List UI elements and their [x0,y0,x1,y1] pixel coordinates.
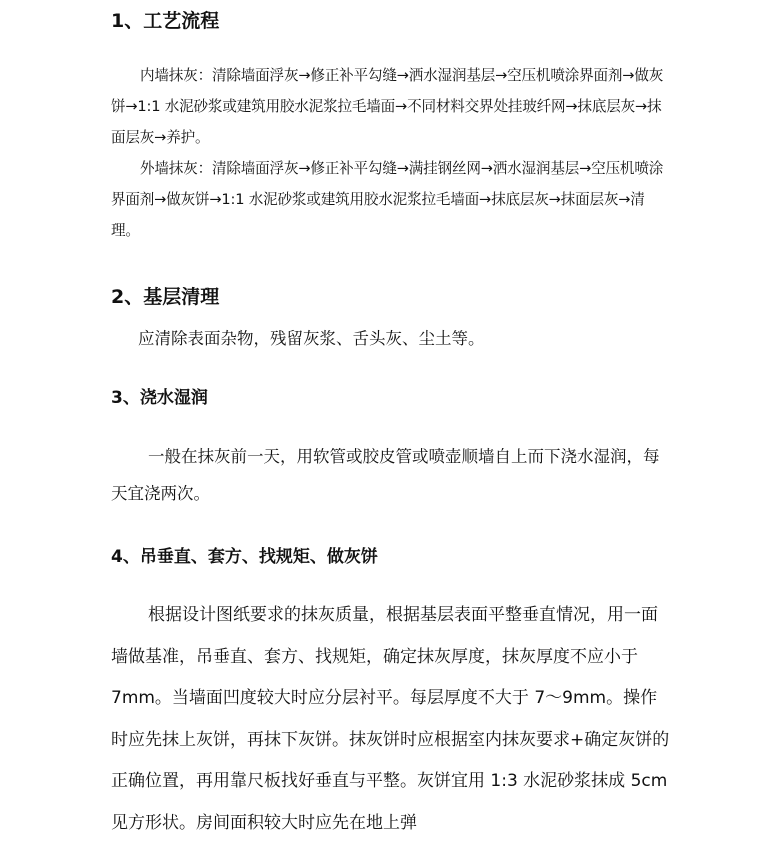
section-2-heading: 2、基层清理 [111,286,220,308]
section-4-paragraph: 根据设计图纸要求的抹灰质量，根据基层表面平整垂直情况，用一面墙做基准，吊垂直、套方、找规矩，确定抹灰厚度，抹灰厚度不应小于 7mm。当墙面凹度较大时应分层衬平。每层厚度不大于 7～9mm。操作时应先抹上灰饼，再抹下灰饼。抹灰饼时应根据室内抹灰要求+确定灰饼的正确位置，再用靠尺板找好垂直与平整。灰饼宜用 1:3 水泥砂浆抹成 5cm 见方形状。房间面积较大时应先在地上弹 [111,605,670,833]
section-3-paragraph: 一般在抹灰前一天，用软管或胶皮管或喷壶顺墙自上而下浇水湿润，每天宜浇两次。 [111,447,660,503]
section-1-paragraph-interior: 内墙抹灰：清除墙面浮灰→修正补平勾缝→洒水湿润基层→空压机喷涂界面剂→做灰饼→1:1 水泥砂浆或建筑用胶水泥浆拉毛墙面→不同材料交界处挂玻纤网→抹底层灰→抹面层灰→养护。 [111,67,664,146]
section-1-heading: 1、工艺流程 [111,10,220,32]
section-2-paragraph: 应清除表面杂物，残留灰浆、舌头灰、尘土等。 [138,329,485,348]
section-4-heading: 4、吊垂直、套方、找规矩、做灰饼 [111,547,378,567]
section-1-paragraph-exterior: 外墙抹灰：清除墙面浮灰→修正补平勾缝→满挂钢丝网→洒水湿润基层→空压机喷涂界面剂→做灰饼→1:1 水泥砂浆或建筑用胶水泥浆拉毛墙面→抹底层灰→抹面层灰→清理。 [111,160,664,239]
section-3-heading: 3、浇水湿润 [111,388,208,408]
